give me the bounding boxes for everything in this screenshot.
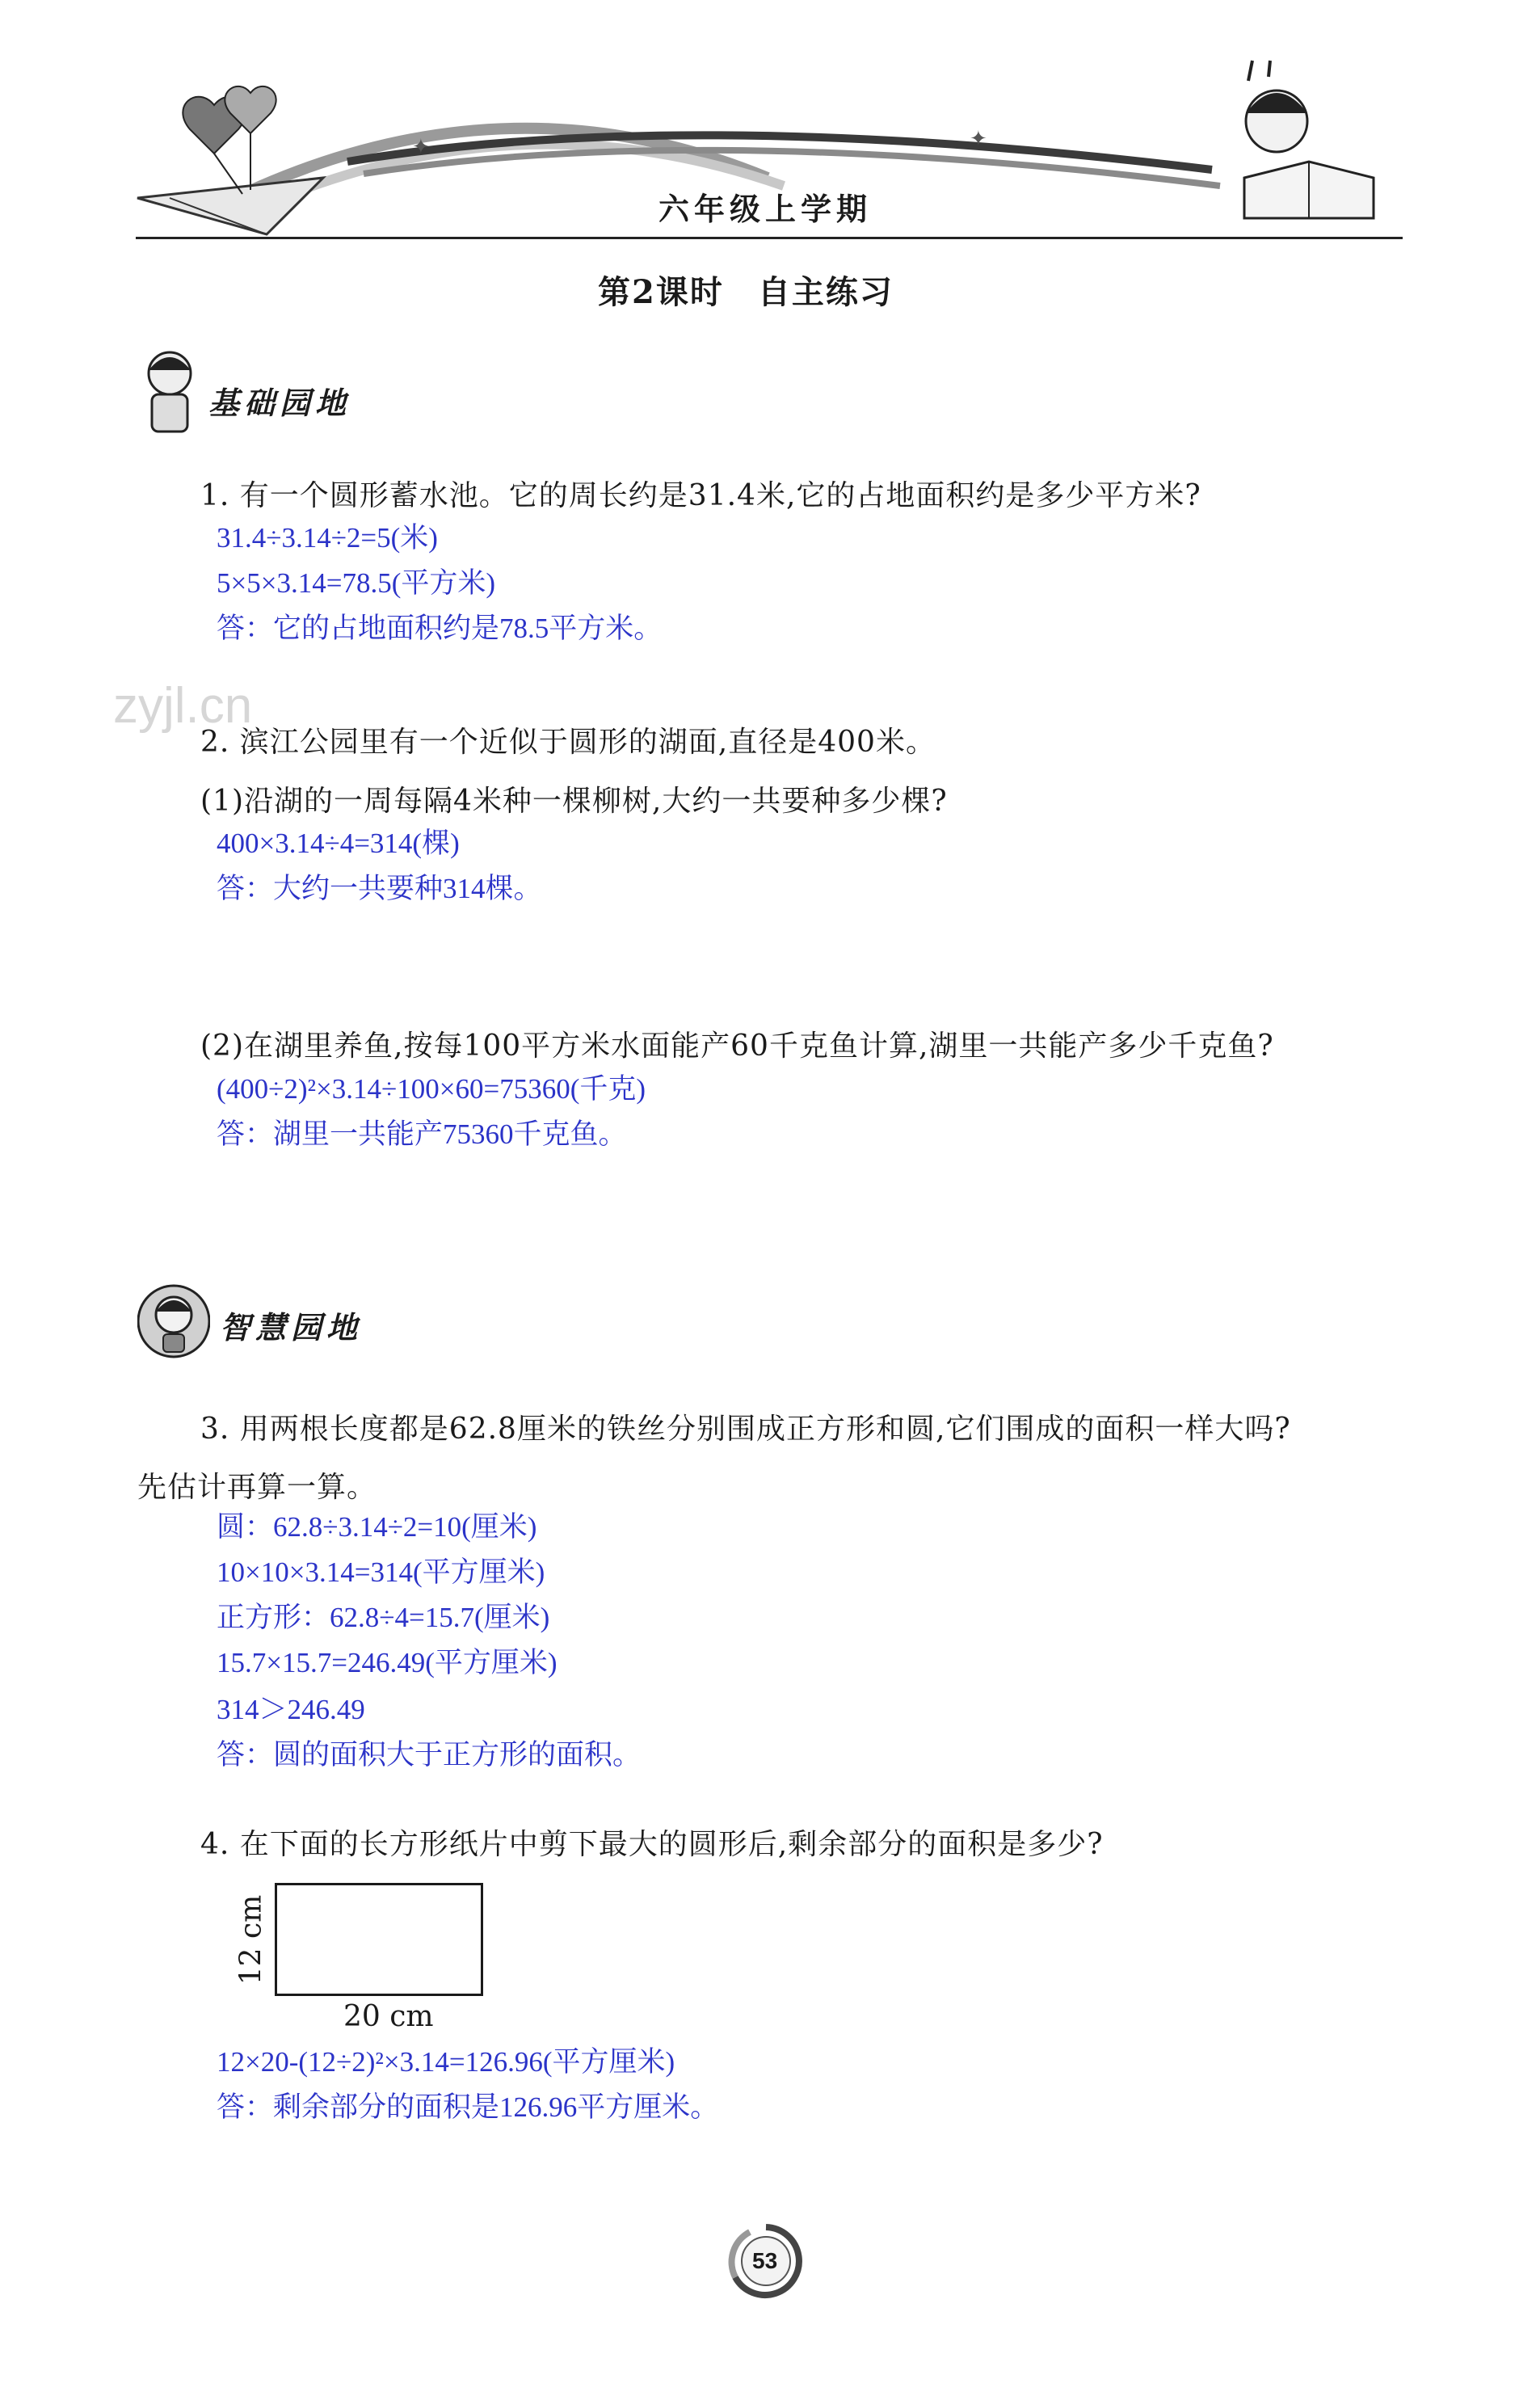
q4-answer-1: 12×20-(12÷2)²×3.14=126.96(平方厘米)	[217, 2046, 675, 2078]
q2-part1-question: (1)沿湖的一周每隔4米种一棵柳树,大约一共要种多少棵?	[200, 785, 948, 818]
boy-mascot-icon	[137, 347, 202, 436]
section-title-basic: 基础园地	[208, 385, 351, 421]
q3-question-line2: 先估计再算一算。	[137, 1471, 377, 1504]
header-rule	[136, 237, 1403, 239]
q2-part2-answer-1: (400÷2)²×3.14÷100×60=75360(千克)	[217, 1073, 646, 1105]
q3-answer-5: 314＞246.49	[217, 1694, 365, 1725]
q3-answer-2: 10×10×3.14=314(平方厘米)	[217, 1556, 545, 1588]
thinking-boy-mascot-icon	[137, 1281, 210, 1362]
q2-question: 2. 滨江公园里有一个近似于圆形的湖面,直径是400米。	[200, 726, 936, 759]
lesson-title: 第2课时 自主练习	[598, 273, 894, 311]
page-number: 53	[752, 2248, 778, 2273]
q1-question: 1. 有一个圆形蓄水池。它的周长约是31.4米,它的占地面积约是多少平方米?	[200, 479, 1201, 512]
q3-answer-4: 15.7×15.7=246.49(平方厘米)	[217, 1647, 558, 1678]
q3-answer-1: 圆：62.8÷3.14÷2=10(厘米)	[217, 1511, 537, 1543]
q4-answer-2: 答：剩余部分的面积是126.96平方厘米。	[217, 2091, 719, 2123]
q3-answer-3: 正方形：62.8÷4=15.7(厘米)	[217, 1602, 550, 1633]
svg-text:✦: ✦	[412, 135, 430, 159]
svg-text:✦: ✦	[970, 127, 987, 151]
banner-title: 六年级上学期	[658, 191, 873, 227]
q3-answer-6: 答：圆的面积大于正方形的面积。	[217, 1739, 642, 1771]
q1-answer-1: 31.4÷3.14÷2=5(米)	[217, 522, 438, 554]
q1-answer-3: 答：它的占地面积约是78.5平方米。	[217, 613, 663, 644]
q2-part2-question: (2)在湖里养鱼,按每100平方米水面能产60千克鱼计算,湖里一共能产多少千克鱼?	[200, 1030, 1274, 1063]
section-title-wisdom: 智慧园地	[220, 1309, 363, 1346]
q3-question-line1: 3. 用两根长度都是62.8厘米的铁丝分别围成正方形和圆,它们围成的面积一样大吗?	[200, 1413, 1291, 1446]
q2-part1-answer-2: 答：大约一共要种314棵。	[217, 873, 542, 904]
q2-part2-answer-2: 答：湖里一共能产75360千克鱼。	[217, 1118, 627, 1150]
paper-rectangle	[275, 1883, 483, 1996]
q4-question: 4. 在下面的长方形纸片中剪下最大的圆形后,剩余部分的面积是多少?	[200, 1828, 1104, 1861]
q1-answer-2: 5×5×3.14=78.5(平方米)	[217, 567, 496, 599]
rectangle-width-label: 20 cm	[343, 2000, 434, 2033]
rectangle-height-label: 12 cm	[234, 1894, 268, 1986]
q2-part1-answer-1: 400×3.14÷4=314(棵)	[217, 828, 460, 859]
watermark: zyjl.cn	[113, 678, 253, 734]
